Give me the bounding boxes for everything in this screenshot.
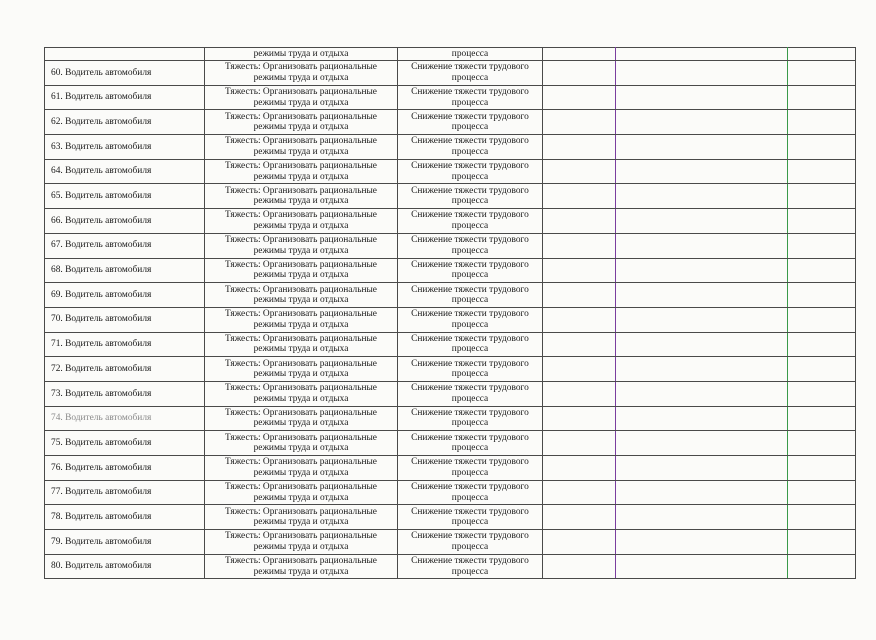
measure-line-1: Тяжесть: Организовать рациональные xyxy=(225,457,377,468)
cell-goal xyxy=(398,431,543,456)
goal-line-2: процесса xyxy=(451,97,489,108)
goal-line-1: Снижение тяжести трудового xyxy=(411,333,529,344)
cell-workplace: 71. Водитель автомобиля xyxy=(45,332,205,357)
cell-note xyxy=(788,85,856,110)
measure-line-2: режимы труда и отдыха xyxy=(253,97,349,108)
cell-responsible xyxy=(616,135,788,160)
measure-line-1: Тяжесть: Организовать рациональные xyxy=(225,309,377,320)
cell-responsible xyxy=(616,332,788,357)
cell-responsible xyxy=(616,381,788,406)
goal-line-2: процесса xyxy=(451,492,489,503)
cell-goal xyxy=(398,110,543,135)
cell-workplace xyxy=(45,48,205,61)
goal-line-1: Снижение тяжести трудового xyxy=(411,259,529,270)
goal-line-2: процесса xyxy=(451,369,489,380)
cell-measure xyxy=(205,554,398,579)
cell-measure xyxy=(205,431,398,456)
goal-line-2: процесса xyxy=(451,541,489,552)
table-row xyxy=(45,283,856,308)
cell-note xyxy=(788,431,856,456)
cell-deadline xyxy=(543,530,616,555)
table-row xyxy=(45,258,856,283)
cell-responsible xyxy=(616,431,788,456)
cell-note xyxy=(788,110,856,135)
measure-line-2: режимы труда и отдыха xyxy=(253,171,349,182)
cell-responsible xyxy=(616,505,788,530)
goal-line-2: процесса xyxy=(451,517,489,528)
measure-line-1: Тяжесть: Организовать рациональные xyxy=(225,185,377,196)
measure-line-2: режимы труда и отдыха xyxy=(253,319,349,330)
goal-line-1: Снижение тяжести трудового xyxy=(411,136,529,147)
cell-deadline xyxy=(543,307,616,332)
measure-line-1: Тяжесть: Организовать рациональные xyxy=(225,506,377,517)
measure-line-2: режимы труда и отдыха xyxy=(253,467,349,478)
cell-measure xyxy=(205,209,398,234)
cell-note xyxy=(788,209,856,234)
goal-line-2: процесса xyxy=(451,72,489,83)
measure-line-2: режимы труда и отдыха xyxy=(253,196,349,207)
goal-line-1: Снижение тяжести трудового xyxy=(411,87,529,98)
table-row xyxy=(45,480,856,505)
cell-responsible xyxy=(616,209,788,234)
cell-goal xyxy=(398,530,543,555)
goal-line-2: процесса xyxy=(451,146,489,157)
cell-workplace: 80. Водитель автомобиля xyxy=(45,554,205,579)
measure-line-1: Тяжесть: Организовать рациональные xyxy=(225,383,377,394)
cell-goal xyxy=(398,406,543,431)
cell-note xyxy=(788,406,856,431)
goal-line-1: Снижение тяжести трудового xyxy=(411,482,529,493)
measure-line-1: Тяжесть: Организовать рациональные xyxy=(225,407,377,418)
goal-line-1: Снижение тяжести трудового xyxy=(411,407,529,418)
cell-responsible xyxy=(616,184,788,209)
table-row xyxy=(45,406,856,431)
measure-line-1: Тяжесть: Организовать рациональные xyxy=(225,531,377,542)
cell-deadline xyxy=(543,258,616,283)
cell-goal xyxy=(398,283,543,308)
cell-note xyxy=(788,283,856,308)
goal-line-1: Снижение тяжести трудового xyxy=(411,235,529,246)
goal-line-1: Снижение тяжести трудового xyxy=(411,432,529,443)
measure-line-1: Тяжесть: Организовать рациональные xyxy=(225,333,377,344)
cell-workplace: 74. Водитель автомобиля xyxy=(45,406,205,431)
cell-measure xyxy=(205,85,398,110)
cell-goal xyxy=(398,307,543,332)
cell-measure xyxy=(205,283,398,308)
goal-line-1: Снижение тяжести трудового xyxy=(411,531,529,542)
measure-line-1: Тяжесть: Организовать рациональные xyxy=(225,284,377,295)
cell-responsible xyxy=(616,406,788,431)
goal-line-2: процесса xyxy=(451,467,489,478)
cell-measure xyxy=(205,381,398,406)
measure-line-1: Тяжесть: Организовать рациональные xyxy=(225,358,377,369)
cell-goal xyxy=(398,61,543,86)
cell-measure xyxy=(205,530,398,555)
goal-line-1: Снижение тяжести трудового xyxy=(411,161,529,172)
cell-responsible xyxy=(616,307,788,332)
measure-line-2: режимы труда и отдыха xyxy=(253,295,349,306)
goal-line-2: процесса xyxy=(451,566,489,577)
cell-goal xyxy=(398,505,543,530)
cell-measure xyxy=(205,505,398,530)
table-row xyxy=(45,381,856,406)
cell-deadline xyxy=(543,431,616,456)
cell-workplace: 69. Водитель автомобиля xyxy=(45,283,205,308)
cell-responsible xyxy=(616,159,788,184)
measure-line-2: режимы труда и отдыха xyxy=(253,344,349,355)
measure-line-1: Тяжесть: Организовать рациональные xyxy=(225,136,377,147)
cell-workplace: 75. Водитель автомобиля xyxy=(45,431,205,456)
cell-measure xyxy=(205,233,398,258)
table-row xyxy=(45,530,856,555)
cell-responsible xyxy=(616,480,788,505)
table-row xyxy=(45,110,856,135)
cell-deadline xyxy=(543,48,616,61)
cell-note xyxy=(788,307,856,332)
measure-line-1: Тяжесть: Организовать рациональные xyxy=(225,482,377,493)
table-row xyxy=(45,184,856,209)
cell-deadline xyxy=(543,505,616,530)
cell-measure xyxy=(205,480,398,505)
goal-line-1: Снижение тяжести трудового xyxy=(411,62,529,73)
goal-line-1: Снижение тяжести трудового xyxy=(411,556,529,567)
goal-line-2: процесса xyxy=(451,171,489,182)
cell-measure xyxy=(205,357,398,382)
goal-line-1: Снижение тяжести трудового xyxy=(411,309,529,320)
cell-workplace: 79. Водитель автомобиля xyxy=(45,530,205,555)
cell-workplace: 77. Водитель автомобиля xyxy=(45,480,205,505)
measure-line-2: режимы труда и отдыха xyxy=(253,541,349,552)
measure-line-2: режимы труда и отдыха xyxy=(253,418,349,429)
cell-deadline xyxy=(543,61,616,86)
cell-measure xyxy=(205,110,398,135)
cell-note xyxy=(788,332,856,357)
cell-deadline xyxy=(543,381,616,406)
measures-table xyxy=(44,47,856,579)
table-row-continuation xyxy=(45,48,856,61)
goal-line-2: процесса xyxy=(451,270,489,281)
goal-line-2: процесса xyxy=(451,196,489,207)
cell-goal xyxy=(398,456,543,481)
goal-line-1: Снижение тяжести трудового xyxy=(411,457,529,468)
table-row xyxy=(45,307,856,332)
cell-goal xyxy=(398,357,543,382)
cell-responsible xyxy=(616,233,788,258)
cell-responsible xyxy=(616,85,788,110)
measure-line-1: Тяжесть: Организовать рациональные xyxy=(225,62,377,73)
cell-measure xyxy=(205,159,398,184)
measure-line-1: Тяжесть: Организовать рациональные xyxy=(225,111,377,122)
measure-line-2: режимы труда и отдыха xyxy=(253,146,349,157)
goal-line-1: Снижение тяжести трудового xyxy=(411,185,529,196)
cell-workplace: 72. Водитель автомобиля xyxy=(45,357,205,382)
cell-note xyxy=(788,530,856,555)
cell-deadline xyxy=(543,209,616,234)
cell-note xyxy=(788,135,856,160)
cell-measure xyxy=(205,332,398,357)
cell-workplace: 63. Водитель автомобиля xyxy=(45,135,205,160)
cell-deadline xyxy=(543,159,616,184)
goal-line-1: Снижение тяжести трудового xyxy=(411,284,529,295)
goal-line-2: процесса xyxy=(451,245,489,256)
table-row xyxy=(45,85,856,110)
cell-workplace: 60. Водитель автомобиля xyxy=(45,61,205,86)
cell-workplace: 76. Водитель автомобиля xyxy=(45,456,205,481)
goal-line-2: процесса xyxy=(451,295,489,306)
cell-workplace: 64. Водитель автомобиля xyxy=(45,159,205,184)
cell-note xyxy=(788,456,856,481)
cell-deadline xyxy=(543,480,616,505)
measure-line-1: Тяжесть: Организовать рациональные xyxy=(225,432,377,443)
cell-note xyxy=(788,48,856,61)
table-row xyxy=(45,357,856,382)
cell-measure xyxy=(205,456,398,481)
goal-line-1: Снижение тяжести трудового xyxy=(411,506,529,517)
goal-line-1: Снижение тяжести трудового xyxy=(411,383,529,394)
cell-workplace: 62. Водитель автомобиля xyxy=(45,110,205,135)
cell-goal xyxy=(398,209,543,234)
cell-measure xyxy=(205,135,398,160)
cell-workplace: 73. Водитель автомобиля xyxy=(45,381,205,406)
cell-workplace: 70. Водитель автомобиля xyxy=(45,307,205,332)
cell-note xyxy=(788,184,856,209)
measure-line-2: режимы труда и отдыха xyxy=(253,245,349,256)
cell-note xyxy=(788,554,856,579)
cell-responsible xyxy=(616,48,788,61)
cell-deadline xyxy=(543,357,616,382)
cell-deadline xyxy=(543,283,616,308)
cell-goal xyxy=(398,135,543,160)
cell-goal xyxy=(398,159,543,184)
goal-line-2: процесса xyxy=(451,319,489,330)
table-row xyxy=(45,505,856,530)
measure-line-2: режимы труда и отдыха xyxy=(253,492,349,503)
measure-line-2: режимы труда и отдыха xyxy=(253,517,349,528)
goal-line-2: процесса xyxy=(451,443,489,454)
table-row xyxy=(45,332,856,357)
cell-measure: режимы труда и отдыха xyxy=(205,48,398,61)
cell-note xyxy=(788,357,856,382)
measure-line-2: режимы труда и отдыха xyxy=(253,369,349,380)
table-row xyxy=(45,209,856,234)
cell-measure xyxy=(205,184,398,209)
measure-line-2: режимы труда и отдыха xyxy=(253,122,349,133)
cell-goal xyxy=(398,480,543,505)
goal-line-1: Снижение тяжести трудового xyxy=(411,358,529,369)
measures-table-body xyxy=(45,48,856,579)
goal-line-1: Снижение тяжести трудового xyxy=(411,111,529,122)
cell-goal xyxy=(398,258,543,283)
cell-measure xyxy=(205,61,398,86)
cell-note xyxy=(788,505,856,530)
measure-line-1: Тяжесть: Организовать рациональные xyxy=(225,87,377,98)
goal-line-2: процесса xyxy=(451,122,489,133)
cell-note xyxy=(788,159,856,184)
table-row xyxy=(45,61,856,86)
cell-workplace: 68. Водитель автомобиля xyxy=(45,258,205,283)
cell-note xyxy=(788,480,856,505)
table-row xyxy=(45,135,856,160)
cell-deadline xyxy=(543,554,616,579)
cell-responsible xyxy=(616,283,788,308)
measure-line-1: Тяжесть: Организовать рациональные xyxy=(225,259,377,270)
cell-deadline xyxy=(543,135,616,160)
cell-responsible xyxy=(616,110,788,135)
measure-line-2: режимы труда и отдыха xyxy=(253,72,349,83)
cell-responsible xyxy=(616,456,788,481)
cell-goal: процесса xyxy=(398,48,543,61)
cell-note xyxy=(788,381,856,406)
goal-line-2: процесса xyxy=(451,393,489,404)
measure-line-1: Тяжесть: Организовать рациональные xyxy=(225,210,377,221)
goal-line-2: процесса xyxy=(451,220,489,231)
cell-deadline xyxy=(543,85,616,110)
cell-goal xyxy=(398,184,543,209)
goal-line-2: процесса xyxy=(451,344,489,355)
cell-note xyxy=(788,258,856,283)
measure-line-1: Тяжесть: Организовать рациональные xyxy=(225,235,377,246)
cell-responsible xyxy=(616,554,788,579)
table-row xyxy=(45,431,856,456)
cell-deadline xyxy=(543,332,616,357)
cell-workplace: 66. Водитель автомобиля xyxy=(45,209,205,234)
table-row xyxy=(45,456,856,481)
cell-responsible xyxy=(616,357,788,382)
measure-line-2: режимы труда и отдыха xyxy=(253,443,349,454)
cell-goal xyxy=(398,332,543,357)
cell-workplace: 78. Водитель автомобиля xyxy=(45,505,205,530)
table-row xyxy=(45,159,856,184)
measure-line-1: Тяжесть: Организовать рациональные xyxy=(225,161,377,172)
cell-deadline xyxy=(543,233,616,258)
measure-line-2: режимы труда и отдыха xyxy=(253,220,349,231)
goal-line-2: процесса xyxy=(451,418,489,429)
cell-deadline xyxy=(543,110,616,135)
table-row xyxy=(45,554,856,579)
cell-goal xyxy=(398,381,543,406)
cell-workplace: 67. Водитель автомобиля xyxy=(45,233,205,258)
cell-responsible xyxy=(616,530,788,555)
measure-line-1: Тяжесть: Организовать рациональные xyxy=(225,556,377,567)
cell-measure xyxy=(205,406,398,431)
cell-deadline xyxy=(543,406,616,431)
cell-responsible xyxy=(616,258,788,283)
goal-line-1: Снижение тяжести трудового xyxy=(411,210,529,221)
cell-responsible xyxy=(616,61,788,86)
measure-line-2: режимы труда и отдыха xyxy=(253,393,349,404)
cell-note xyxy=(788,233,856,258)
cell-workplace: 65. Водитель автомобиля xyxy=(45,184,205,209)
measure-line-2: режимы труда и отдыха xyxy=(253,566,349,577)
cell-goal xyxy=(398,554,543,579)
cell-measure xyxy=(205,258,398,283)
cell-goal xyxy=(398,233,543,258)
table-row xyxy=(45,233,856,258)
cell-workplace: 61. Водитель автомобиля xyxy=(45,85,205,110)
cell-deadline xyxy=(543,184,616,209)
cell-note xyxy=(788,61,856,86)
cell-goal xyxy=(398,85,543,110)
measure-line-2: режимы труда и отдыха xyxy=(253,270,349,281)
cell-measure xyxy=(205,307,398,332)
cell-deadline xyxy=(543,456,616,481)
